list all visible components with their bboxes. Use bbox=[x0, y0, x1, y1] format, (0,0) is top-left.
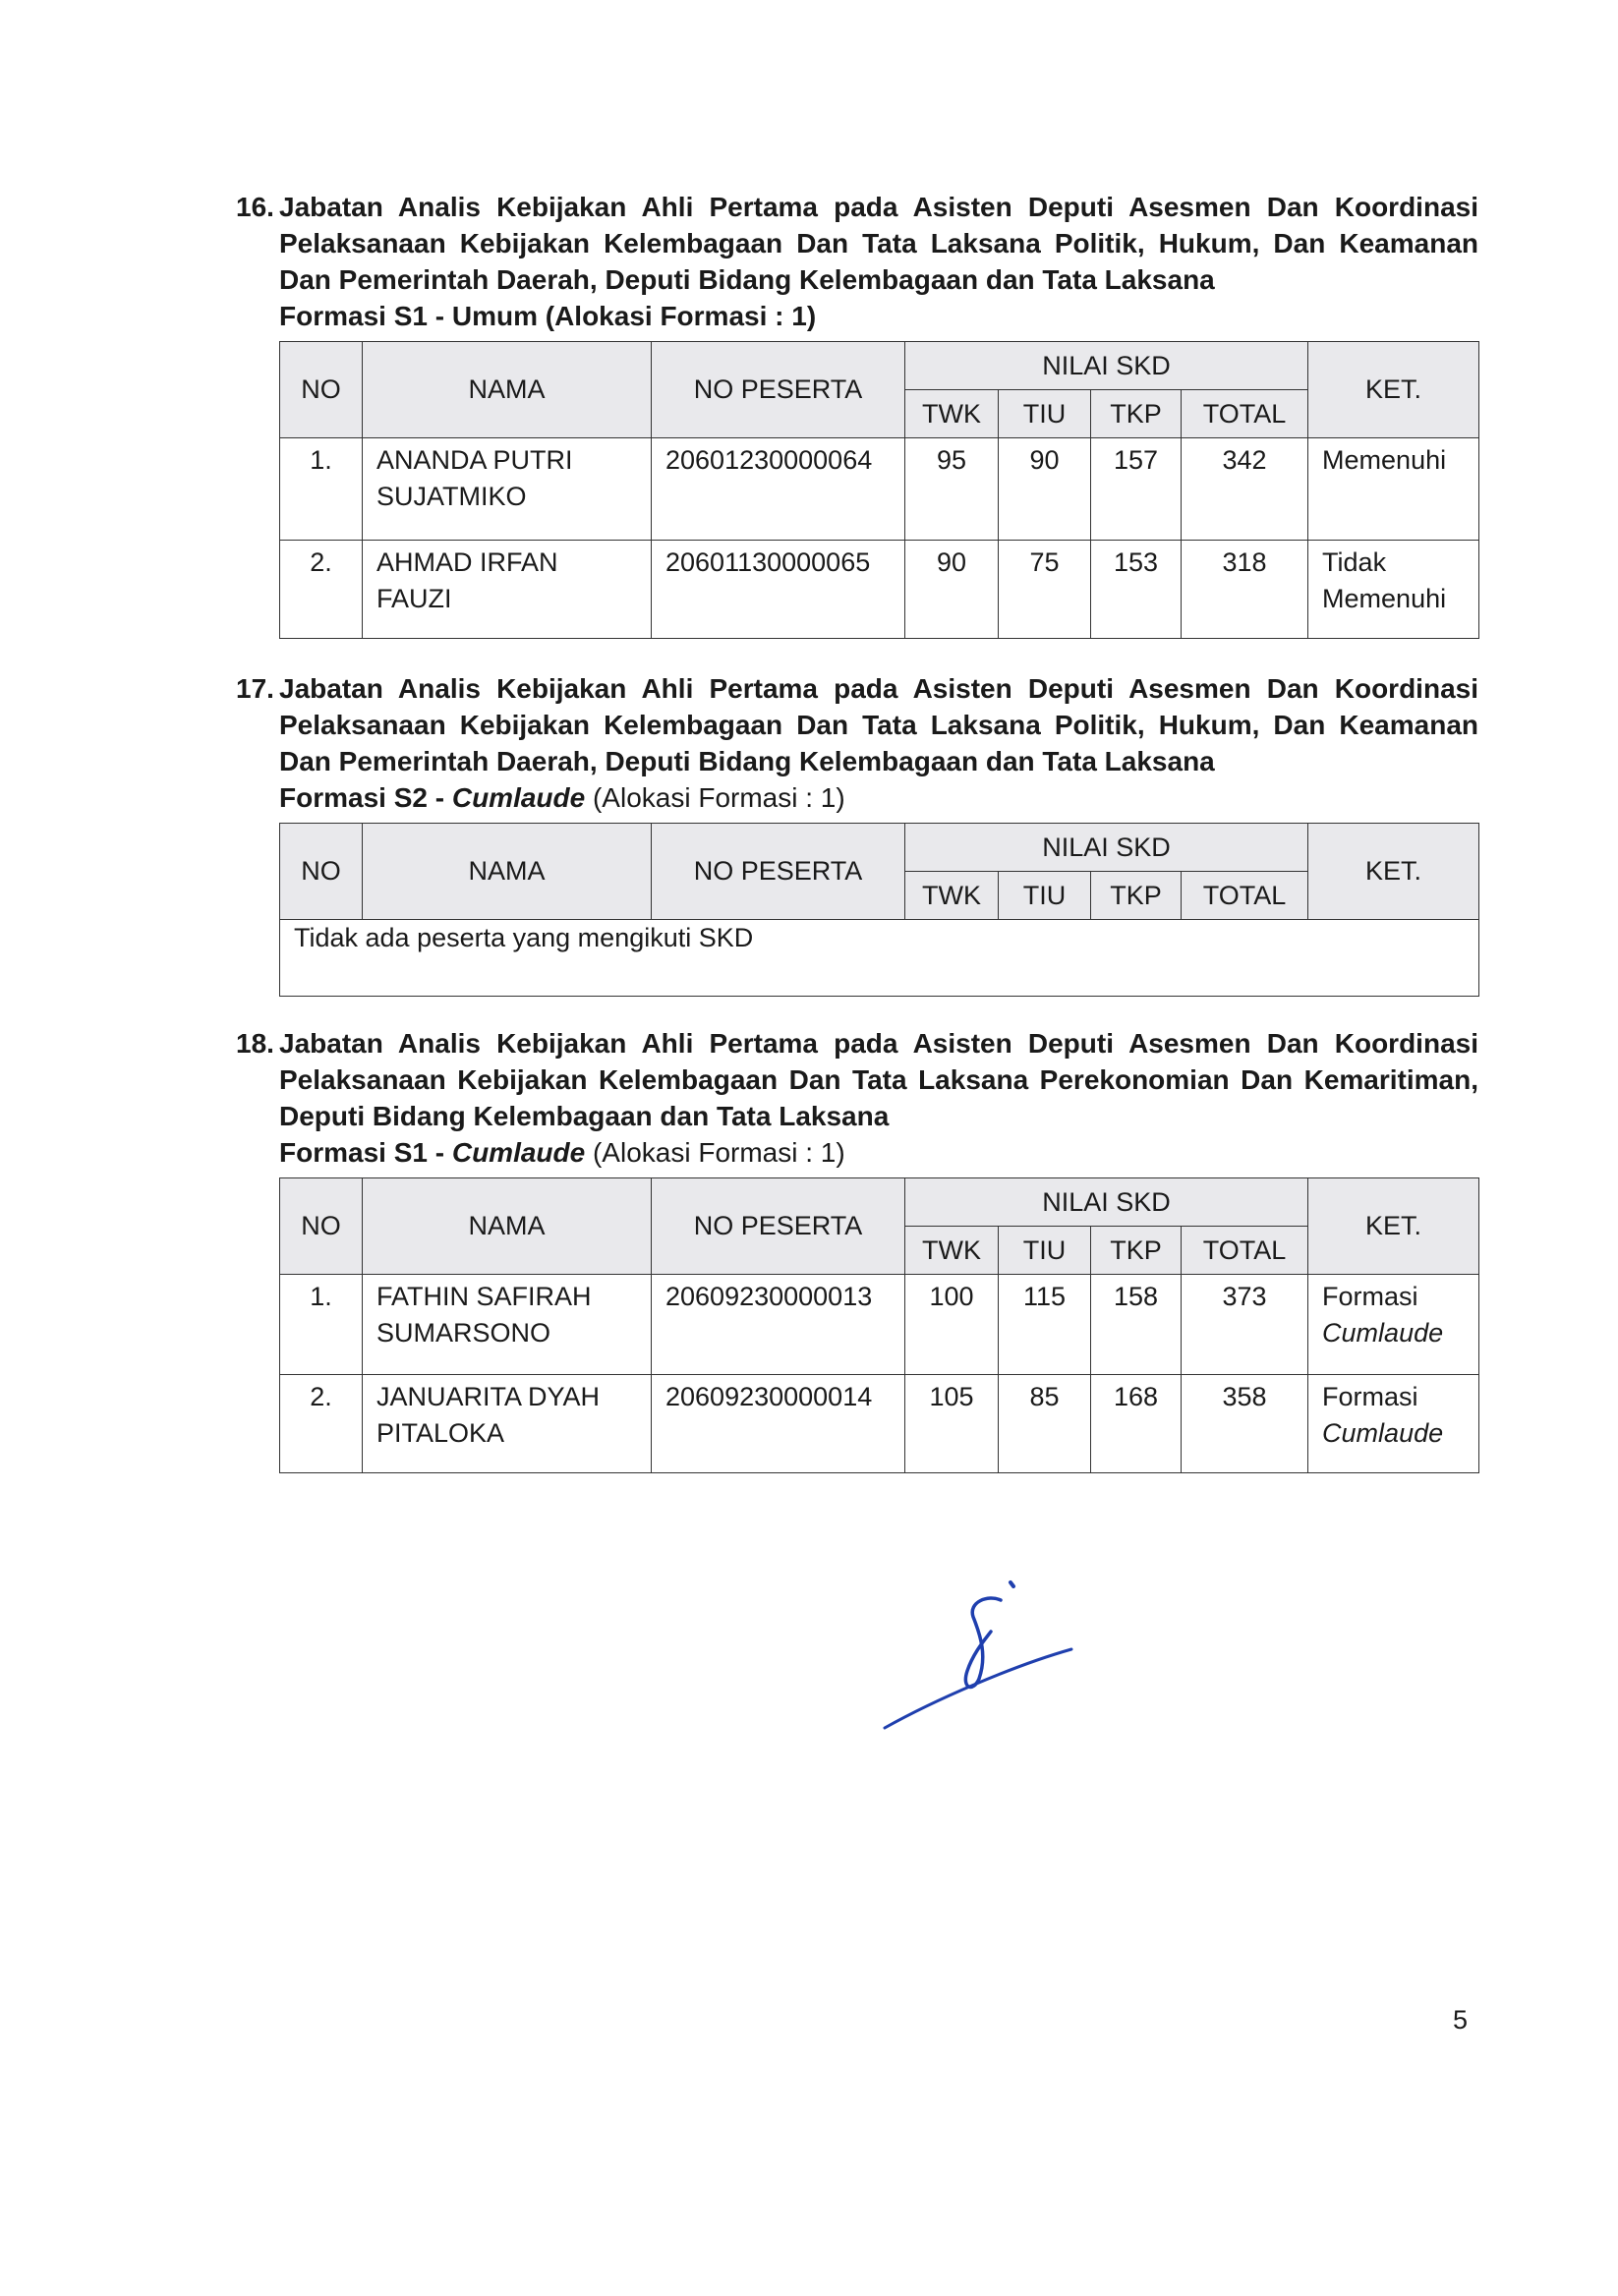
nama-line2: SUMARSONO bbox=[376, 1318, 551, 1348]
header-twk: TWK bbox=[905, 1227, 999, 1275]
page-number: 5 bbox=[1453, 2005, 1469, 2035]
header-tiu: TIU bbox=[999, 872, 1091, 920]
header-ket: KET. bbox=[1308, 342, 1479, 438]
row-no-peserta: 20601230000064 bbox=[652, 438, 905, 541]
header-tkp: TKP bbox=[1091, 872, 1182, 920]
row-no-peserta: 20609230000013 bbox=[652, 1275, 905, 1375]
ket-line2: Cumlaude bbox=[1322, 1418, 1444, 1448]
header-no: NO bbox=[280, 342, 363, 438]
formasi-alloc: (Alokasi Formasi : 1) bbox=[592, 1137, 845, 1168]
ket-line1: Memenuhi bbox=[1322, 445, 1447, 475]
row-ket bbox=[1308, 1275, 1479, 1375]
header-tkp: TKP bbox=[1091, 390, 1182, 438]
nama-line2: PITALOKA bbox=[376, 1418, 505, 1448]
header-no: NO bbox=[280, 1178, 363, 1275]
signature-paraf bbox=[875, 1563, 1081, 1740]
row-total: 358 bbox=[1182, 1375, 1308, 1473]
section-16 bbox=[236, 189, 1478, 613]
formasi-type: Cumlaude bbox=[451, 782, 586, 813]
header-total: TOTAL bbox=[1182, 872, 1308, 920]
row-ket bbox=[1308, 541, 1479, 639]
row-tkp: 158 bbox=[1091, 1275, 1182, 1375]
section-number: 18. bbox=[236, 1028, 274, 1059]
row-no-peserta: 20601130000065 bbox=[652, 541, 905, 639]
header-twk: TWK bbox=[905, 872, 999, 920]
row-nama bbox=[363, 438, 652, 541]
section-title bbox=[236, 1025, 1478, 1134]
header-nama: NAMA bbox=[363, 342, 652, 438]
row-no: 1. bbox=[280, 1275, 363, 1375]
row-tkp: 157 bbox=[1091, 438, 1182, 541]
table-row bbox=[280, 1275, 1479, 1375]
row-twk: 105 bbox=[905, 1375, 999, 1473]
section-18 bbox=[236, 1025, 1478, 1448]
nama-line1: AHMAD IRFAN bbox=[376, 547, 558, 577]
row-no: 2. bbox=[280, 1375, 363, 1473]
formasi-alloc: (Alokasi Formasi : 1) bbox=[545, 301, 817, 331]
row-total: 318 bbox=[1182, 541, 1308, 639]
header-nama: NAMA bbox=[363, 824, 652, 920]
row-tkp: 168 bbox=[1091, 1375, 1182, 1473]
formasi-type: Cumlaude bbox=[451, 1137, 586, 1168]
header-nilai-skd: NILAI SKD bbox=[905, 342, 1308, 390]
section-number: 17. bbox=[236, 673, 274, 704]
nama-line1: JANUARITA DYAH bbox=[376, 1382, 601, 1411]
row-tkp: 153 bbox=[1091, 541, 1182, 639]
formasi-line bbox=[236, 1134, 1478, 1171]
header-no-peserta: NO PESERTA bbox=[652, 342, 905, 438]
row-twk: 90 bbox=[905, 541, 999, 639]
row-tiu: 90 bbox=[999, 438, 1091, 541]
row-twk: 100 bbox=[905, 1275, 999, 1375]
formasi-label: Formasi S1 - bbox=[279, 1137, 445, 1168]
nama-line2: SUJATMIKO bbox=[376, 482, 527, 511]
row-ket bbox=[1308, 1375, 1479, 1473]
skd-table bbox=[279, 1177, 1479, 1473]
ket-line1: Formasi bbox=[1322, 1382, 1418, 1411]
table-row bbox=[280, 1375, 1479, 1473]
nama-line2: FAUZI bbox=[376, 584, 452, 613]
table-row bbox=[280, 541, 1479, 639]
table-row-empty bbox=[280, 920, 1479, 997]
formasi-type: Umum bbox=[451, 301, 538, 331]
header-nilai-skd: NILAI SKD bbox=[905, 1178, 1308, 1227]
header-no-peserta: NO PESERTA bbox=[652, 824, 905, 920]
formasi-line bbox=[236, 779, 1478, 816]
ket-line2: Memenuhi bbox=[1322, 584, 1447, 613]
table-row bbox=[280, 438, 1479, 541]
formasi-alloc: (Alokasi Formasi : 1) bbox=[592, 782, 845, 813]
header-twk: TWK bbox=[905, 390, 999, 438]
header-no: NO bbox=[280, 824, 363, 920]
ket-line2: Cumlaude bbox=[1322, 1318, 1444, 1348]
row-no: 2. bbox=[280, 541, 363, 639]
formasi-label: Formasi S2 - bbox=[279, 782, 445, 813]
row-total: 373 bbox=[1182, 1275, 1308, 1375]
row-twk: 95 bbox=[905, 438, 999, 541]
section-title bbox=[236, 670, 1478, 779]
header-no-peserta: NO PESERTA bbox=[652, 1178, 905, 1275]
section-title-text: Jabatan Analis Kebijakan Ahli Pertama pada Asisten Deputi Asesmen Dan Koordinasi Pelaksanaan Kebijakan Kelembagaan Dan Tata Laksana Politik, Hukum, Dan Keamanan Dan Pemerintah Daerah, Deputi Bidang Kelembagaan dan Tata Laksana bbox=[279, 192, 1478, 295]
row-total: 342 bbox=[1182, 438, 1308, 541]
header-tiu: TIU bbox=[999, 390, 1091, 438]
row-no: 1. bbox=[280, 438, 363, 541]
row-ket bbox=[1308, 438, 1479, 541]
skd-table bbox=[279, 341, 1479, 639]
section-17 bbox=[236, 670, 1478, 952]
ket-line1: Tidak bbox=[1322, 547, 1387, 577]
header-nama: NAMA bbox=[363, 1178, 652, 1275]
nama-line1: ANANDA PUTRI bbox=[376, 445, 573, 475]
section-number: 16. bbox=[236, 192, 274, 222]
formasi-line bbox=[236, 298, 1478, 334]
skd-table bbox=[279, 823, 1479, 997]
header-nilai-skd: NILAI SKD bbox=[905, 824, 1308, 872]
formasi-label: Formasi S1 - bbox=[279, 301, 445, 331]
row-nama bbox=[363, 541, 652, 639]
row-nama bbox=[363, 1275, 652, 1375]
ket-line1: Formasi bbox=[1322, 1282, 1418, 1311]
empty-message: Tidak ada peserta yang mengikuti SKD bbox=[280, 920, 1479, 997]
header-ket: KET. bbox=[1308, 824, 1479, 920]
header-ket: KET. bbox=[1308, 1178, 1479, 1275]
section-title bbox=[236, 189, 1478, 298]
header-total: TOTAL bbox=[1182, 1227, 1308, 1275]
section-title-text: Jabatan Analis Kebijakan Ahli Pertama pada Asisten Deputi Asesmen Dan Koordinasi Pelaksanaan Kebijakan Kelembagaan Dan Tata Laksana Politik, Hukum, Dan Keamanan Dan Pemerintah Daerah, Deputi Bidang Kelembagaan dan Tata Laksana bbox=[279, 673, 1478, 776]
nama-line1: FATHIN SAFIRAH bbox=[376, 1282, 592, 1311]
row-tiu: 85 bbox=[999, 1375, 1091, 1473]
row-tiu: 115 bbox=[999, 1275, 1091, 1375]
row-no-peserta: 20609230000014 bbox=[652, 1375, 905, 1473]
header-total: TOTAL bbox=[1182, 390, 1308, 438]
header-tiu: TIU bbox=[999, 1227, 1091, 1275]
header-tkp: TKP bbox=[1091, 1227, 1182, 1275]
row-nama bbox=[363, 1375, 652, 1473]
section-title-text: Jabatan Analis Kebijakan Ahli Pertama pada Asisten Deputi Asesmen Dan Koordinasi Pelaksanaan Kebijakan Kelembagaan Dan Tata Laksana Perekonomian Dan Kemaritiman, Deputi Bidang Kelembagaan dan Tata Laksana bbox=[279, 1028, 1478, 1131]
row-tiu: 75 bbox=[999, 541, 1091, 639]
